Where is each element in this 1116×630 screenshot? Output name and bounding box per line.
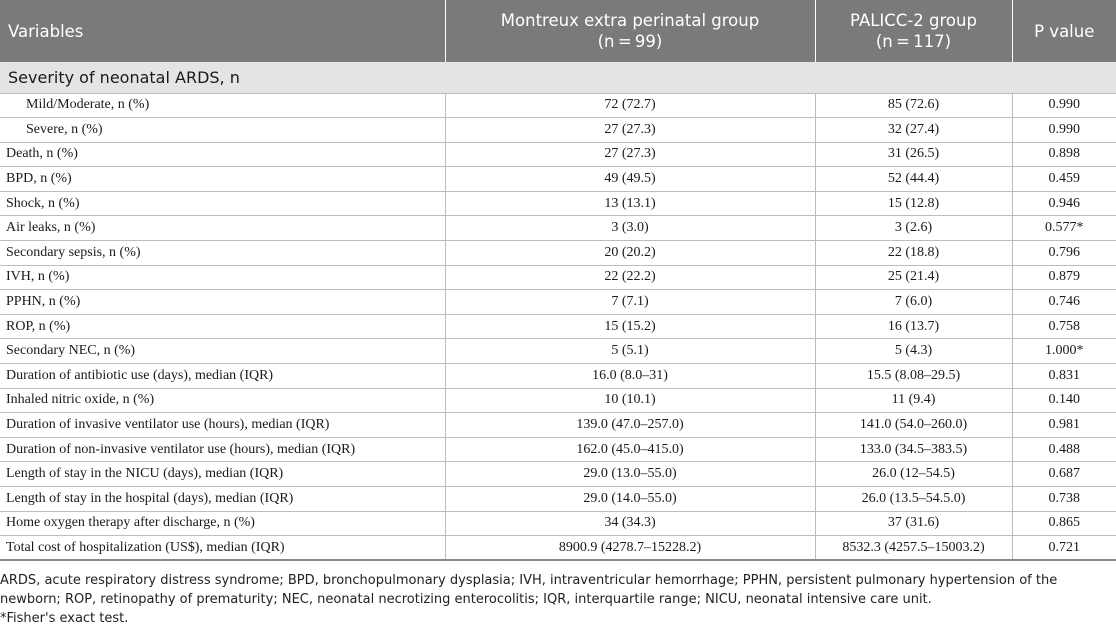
variable-cell: BPD, n (%) — [0, 167, 445, 192]
p-value-cell: 1.000* — [1012, 339, 1116, 364]
table-row — [0, 388, 1116, 413]
table-row — [0, 487, 1116, 512]
p-value-cell: 0.746 — [1012, 290, 1116, 315]
p-value-cell: 0.990 — [1012, 118, 1116, 143]
montreux-value-cell: 27 (27.3) — [445, 118, 815, 143]
table-body — [0, 62, 1116, 560]
montreux-value-cell: 27 (27.3) — [445, 142, 815, 167]
section-row — [0, 62, 1116, 93]
table-row — [0, 314, 1116, 339]
p-value-cell: 0.687 — [1012, 462, 1116, 487]
palicc-value-cell: 26.0 (12–54.5) — [815, 462, 1012, 487]
montreux-value-cell: 49 (49.5) — [445, 167, 815, 192]
table-row — [0, 118, 1116, 143]
montreux-value-cell: 16.0 (8.0–31) — [445, 364, 815, 389]
palicc-value-cell: 5 (4.3) — [815, 339, 1012, 364]
p-value-cell: 0.758 — [1012, 314, 1116, 339]
p-value-cell: 0.796 — [1012, 241, 1116, 266]
montreux-value-cell: 22 (22.2) — [445, 265, 815, 290]
p-value-cell: 0.738 — [1012, 487, 1116, 512]
p-value-cell: 0.879 — [1012, 265, 1116, 290]
montreux-value-cell: 13 (13.1) — [445, 191, 815, 216]
table-row — [0, 216, 1116, 241]
header-p-value: P value — [1012, 0, 1116, 62]
p-value-cell: 0.488 — [1012, 437, 1116, 462]
p-value-cell: 0.140 — [1012, 388, 1116, 413]
montreux-value-cell: 20 (20.2) — [445, 241, 815, 266]
table-row — [0, 413, 1116, 438]
variable-cell: Duration of invasive ventilator use (hours), median (IQR) — [0, 413, 445, 438]
palicc-value-cell: 11 (9.4) — [815, 388, 1012, 413]
variable-cell: Shock, n (%) — [0, 191, 445, 216]
variable-cell: PPHN, n (%) — [0, 290, 445, 315]
table-row — [0, 191, 1116, 216]
montreux-value-cell: 3 (3.0) — [445, 216, 815, 241]
montreux-value-cell: 10 (10.1) — [445, 388, 815, 413]
variable-cell: Severe, n (%) — [0, 118, 445, 143]
header-montreux-title: Montreux extra perinatal group — [500, 11, 760, 30]
palicc-value-cell: 7 (6.0) — [815, 290, 1012, 315]
p-value-cell: 0.990 — [1012, 93, 1116, 118]
palicc-value-cell: 133.0 (34.5–383.5) — [815, 437, 1012, 462]
variable-cell: Home oxygen therapy after discharge, n (%) — [0, 511, 445, 536]
variable-cell: Secondary sepsis, n (%) — [0, 241, 445, 266]
variable-cell: Total cost of hospitalization (US$), median (IQR) — [0, 536, 445, 561]
table-footnotes — [0, 571, 1116, 628]
footnote-abbreviations: ARDS, acute respiratory distress syndrome; BPD, bronchopulmonary dysplasia; IVH, intraventricular hemorrhage; PPHN, persistent pulmonary hypertension of the newborn; ROP, retinopathy of prematurity; NEC, neonatal necrotizing enterocolitis; IQR, interquartile range; NICU, neonatal intensive care unit. — [0, 573, 1058, 607]
header-palicc-title: PALICC-2 group — [850, 11, 977, 30]
palicc-value-cell: 15.5 (8.08–29.5) — [815, 364, 1012, 389]
footnote-fisher: *Fisher's exact test. — [0, 611, 129, 626]
palicc-value-cell: 25 (21.4) — [815, 265, 1012, 290]
table-row — [0, 142, 1116, 167]
variable-cell: Air leaks, n (%) — [0, 216, 445, 241]
table-row — [0, 462, 1116, 487]
table-row — [0, 437, 1116, 462]
section-label: Severity of neonatal ARDS, n — [0, 62, 1116, 93]
header-palicc-group — [815, 0, 1012, 62]
variable-cell: ROP, n (%) — [0, 314, 445, 339]
palicc-value-cell: 32 (27.4) — [815, 118, 1012, 143]
palicc-value-cell: 3 (2.6) — [815, 216, 1012, 241]
variable-cell: Secondary NEC, n (%) — [0, 339, 445, 364]
montreux-value-cell: 29.0 (13.0–55.0) — [445, 462, 815, 487]
header-palicc-n: (n = 117) — [875, 32, 952, 51]
header-montreux-group — [445, 0, 815, 62]
table-row — [0, 364, 1116, 389]
variable-cell: Inhaled nitric oxide, n (%) — [0, 388, 445, 413]
variable-cell: Death, n (%) — [0, 142, 445, 167]
p-value-cell: 0.981 — [1012, 413, 1116, 438]
palicc-value-cell: 31 (26.5) — [815, 142, 1012, 167]
palicc-value-cell: 52 (44.4) — [815, 167, 1012, 192]
table-row — [0, 265, 1116, 290]
table-row — [0, 290, 1116, 315]
table-row — [0, 536, 1116, 561]
palicc-value-cell: 16 (13.7) — [815, 314, 1012, 339]
variable-cell: Duration of non-invasive ventilator use (hours), median (IQR) — [0, 437, 445, 462]
palicc-value-cell: 26.0 (13.5–54.5.0) — [815, 487, 1012, 512]
variable-cell: Mild/Moderate, n (%) — [0, 93, 445, 118]
table-row — [0, 339, 1116, 364]
p-value-cell: 0.898 — [1012, 142, 1116, 167]
table-row — [0, 511, 1116, 536]
variable-cell: Length of stay in the hospital (days), median (IQR) — [0, 487, 445, 512]
p-value-cell: 0.865 — [1012, 511, 1116, 536]
palicc-value-cell: 141.0 (54.0–260.0) — [815, 413, 1012, 438]
table-header — [0, 0, 1116, 62]
p-value-cell: 0.946 — [1012, 191, 1116, 216]
p-value-cell: 0.577* — [1012, 216, 1116, 241]
palicc-value-cell: 15 (12.8) — [815, 191, 1012, 216]
montreux-value-cell: 139.0 (47.0–257.0) — [445, 413, 815, 438]
variable-cell: Duration of antibiotic use (days), median (IQR) — [0, 364, 445, 389]
palicc-value-cell: 22 (18.8) — [815, 241, 1012, 266]
montreux-value-cell: 7 (7.1) — [445, 290, 815, 315]
table-row — [0, 241, 1116, 266]
table-row — [0, 167, 1116, 192]
palicc-value-cell: 8532.3 (4257.5–15003.2) — [815, 536, 1012, 561]
p-value-cell: 0.721 — [1012, 536, 1116, 561]
table-row — [0, 93, 1116, 118]
p-value-cell: 0.831 — [1012, 364, 1116, 389]
header-variables: Variables — [0, 0, 445, 62]
p-value-cell: 0.459 — [1012, 167, 1116, 192]
montreux-value-cell: 72 (72.7) — [445, 93, 815, 118]
montreux-value-cell: 15 (15.2) — [445, 314, 815, 339]
palicc-value-cell: 85 (72.6) — [815, 93, 1012, 118]
montreux-value-cell: 8900.9 (4278.7–15228.2) — [445, 536, 815, 561]
variable-cell: Length of stay in the NICU (days), median (IQR) — [0, 462, 445, 487]
montreux-value-cell: 162.0 (45.0–415.0) — [445, 437, 815, 462]
montreux-value-cell: 5 (5.1) — [445, 339, 815, 364]
variable-cell: IVH, n (%) — [0, 265, 445, 290]
header-montreux-n: (n = 99) — [597, 32, 663, 51]
palicc-value-cell: 37 (31.6) — [815, 511, 1012, 536]
montreux-value-cell: 29.0 (14.0–55.0) — [445, 487, 815, 512]
montreux-value-cell: 34 (34.3) — [445, 511, 815, 536]
